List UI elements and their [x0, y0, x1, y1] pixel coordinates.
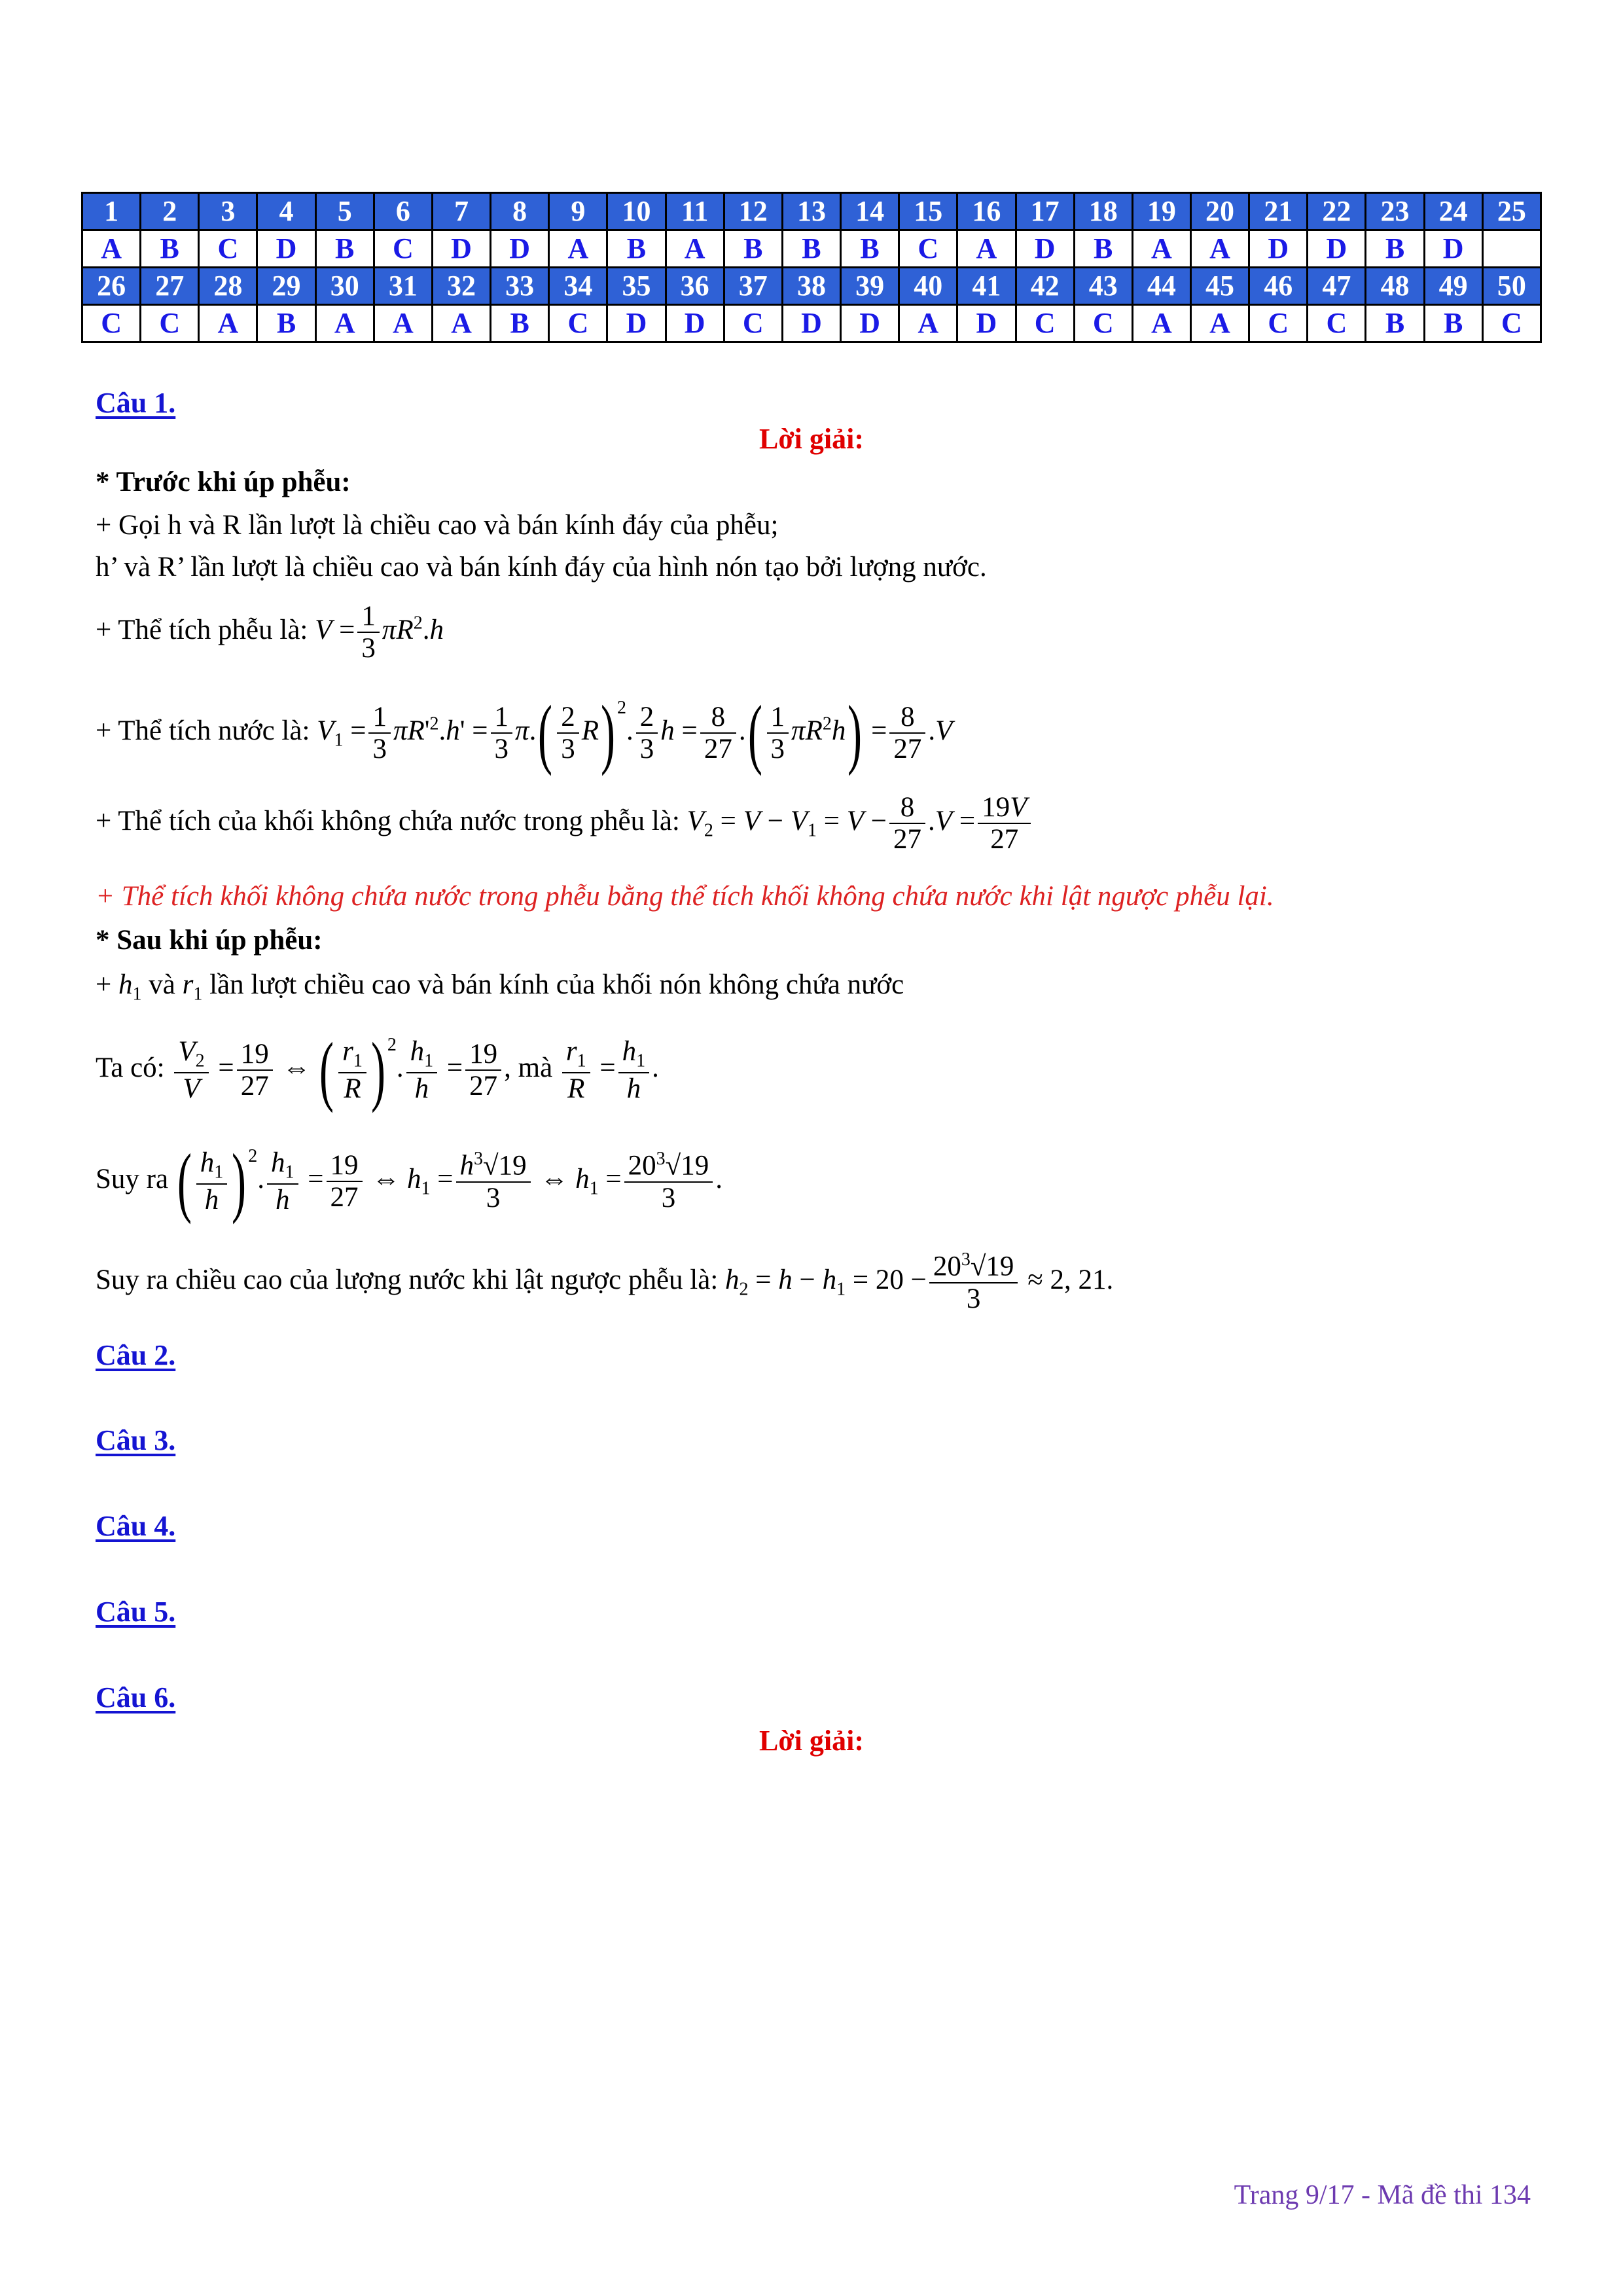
answer-cell: 42 [1016, 268, 1074, 305]
page-footer: Trang 9/17 - Mã đề thi 134 [1234, 2180, 1531, 2210]
answer-cell: 28 [199, 268, 257, 305]
funnel-volume-line [96, 601, 444, 664]
answer-cell: C [1074, 305, 1132, 342]
question-3-link[interactable]: Câu 3. [96, 1424, 176, 1456]
answer-cell: 13 [782, 193, 840, 230]
empty-volume-line [96, 792, 1033, 855]
answer-row-letters-1 [82, 230, 1541, 268]
before-heading: * Trước khi úp phễu: [96, 467, 351, 497]
answer-cell: A [666, 230, 724, 268]
answer-cell: B [141, 230, 199, 268]
answer-cell: D [841, 305, 899, 342]
answer-cell: B [782, 230, 840, 268]
ratio-mid-text: , mà [504, 1052, 553, 1083]
answer-cell: 12 [724, 193, 782, 230]
answer-cell: A [199, 305, 257, 342]
answer-cell: C [899, 230, 957, 268]
answer-cell: 18 [1074, 193, 1132, 230]
h1-r1-definition: + $h_1$ và $r_1$ lần lượt chiều cao và bán kính của khối nón không chứa nước [96, 969, 904, 1005]
answer-cell: 14 [841, 193, 899, 230]
result-line: Suy ra chiều cao của lượng nước khi lật ngược phễu là: $h_2 = h - h_1 = 20$ − $\frac{20^3√19}{3}$ ≈ 2, 21. [96, 1249, 1114, 1314]
answer-cell: 31 [374, 268, 432, 305]
empty-volume-formula: $V_2 = V - V_1 = V$ − $\frac{8}{27}$ .V = $\frac{19V}{27}$ [687, 806, 1034, 836]
answer-row-letters-2 [82, 305, 1541, 342]
h1-r1-text: lần lượt chiều cao và bán kính của khối nón không chứa nước [209, 969, 904, 1000]
answer-cell: C [549, 305, 607, 342]
line-define-h-r-prime: h’ và R’ lần lượt là chiều cao và bán kính đáy của hình nón tạo bởi lượng nước. [96, 552, 987, 583]
answer-cell: A [957, 230, 1016, 268]
answer-cell: 4 [257, 193, 315, 230]
answer-cell: 24 [1424, 193, 1482, 230]
answer-cell: 8 [491, 193, 549, 230]
water-volume-formula: $V_1$ = $\frac{1}{3}$ $\pi R'^2.h'$ = $\frac{1}{3}$ π.( $\frac{2}{3}$ R) $^2$. $\frac{2}{3}$ h = $\frac{8}{27}$ .( $\frac{1}{3}$ $\pi R^2h$) = $\frac{8}{27}$ .V [317, 689, 953, 776]
answer-cell: 35 [607, 268, 666, 305]
answer-cell: C [724, 305, 782, 342]
answer-cell: 44 [1132, 268, 1190, 305]
italic-note: + Thể tích khối không chứa nước trong phễu bằng thể tích khối không chứa nước khi lật ngược phễu lại. [96, 881, 1274, 912]
answer-cell: 9 [549, 193, 607, 230]
question-5-link[interactable]: Câu 5. [96, 1596, 176, 1628]
answer-cell: B [1366, 230, 1424, 268]
answer-cell: 26 [82, 268, 141, 305]
answer-cell: A [82, 230, 141, 268]
answer-cell: 33 [491, 268, 549, 305]
answer-cell: B [1366, 305, 1424, 342]
answer-cell: A [899, 305, 957, 342]
answer-cell: B [1074, 230, 1132, 268]
answer-cell: D [782, 305, 840, 342]
answer-cell: 15 [899, 193, 957, 230]
answer-cell: 2 [141, 193, 199, 230]
answer-cell: 37 [724, 268, 782, 305]
answer-cell: D [666, 305, 724, 342]
answer-cell: A [315, 305, 374, 342]
after-heading: * Sau khi úp phễu: [96, 925, 323, 956]
answer-cell: 10 [607, 193, 666, 230]
question-2-link[interactable]: Câu 2. [96, 1339, 176, 1371]
answer-cell: 22 [1308, 193, 1366, 230]
answer-cell: C [141, 305, 199, 342]
answer-cell: D [432, 230, 490, 268]
answer-cell: D [957, 305, 1016, 342]
answer-cell: B [315, 230, 374, 268]
answer-cell: 48 [1366, 268, 1424, 305]
answer-cell: 17 [1016, 193, 1074, 230]
result-value: 2, 21 [1050, 1264, 1107, 1295]
answer-cell: 43 [1074, 268, 1132, 305]
answer-cell: C [1308, 305, 1366, 342]
answer-cell: 36 [666, 268, 724, 305]
answer-cell: C [1482, 305, 1541, 342]
answer-cell [1482, 230, 1541, 268]
answer-cell: A [1132, 305, 1190, 342]
answer-cell: 1 [82, 193, 141, 230]
funnel-volume-formula: V = $\frac{1}{3}$ $\pi R^2.h$ [315, 601, 444, 664]
answer-cell: C [82, 305, 141, 342]
answer-cell: D [1308, 230, 1366, 268]
answer-cell: B [257, 305, 315, 342]
answer-cell: 21 [1249, 193, 1308, 230]
answer-cell: B [841, 230, 899, 268]
answer-cell: 11 [666, 193, 724, 230]
answer-cell: 29 [257, 268, 315, 305]
answer-cell: 6 [374, 193, 432, 230]
answer-cell: A [432, 305, 490, 342]
solution-label-2: Lời giải: [758, 1725, 865, 1757]
answer-cell: D [1249, 230, 1308, 268]
answer-cell: 47 [1308, 268, 1366, 305]
water-volume-label: + Thể tích nước là: [96, 715, 310, 746]
answer-cell: 30 [315, 268, 374, 305]
answer-cell: C [1016, 305, 1074, 342]
answer-cell: 39 [841, 268, 899, 305]
question-1-link[interactable]: Câu 1. [96, 387, 176, 419]
answer-cell: B [491, 305, 549, 342]
ratio-label: Ta có: [96, 1052, 165, 1083]
answer-cell: C [199, 230, 257, 268]
answer-cell: C [374, 230, 432, 268]
solution-label: Lời giải: [758, 423, 865, 455]
answer-cell: 45 [1190, 268, 1249, 305]
derive-label: Suy ra [96, 1163, 169, 1194]
answer-cell: 16 [957, 193, 1016, 230]
answer-cell: 7 [432, 193, 490, 230]
answer-cell: 41 [957, 268, 1016, 305]
question-6-link[interactable]: Câu 6. [96, 1681, 176, 1713]
question-4-link[interactable]: Câu 4. [96, 1510, 176, 1542]
answer-cell: A [549, 230, 607, 268]
answer-cell: 25 [1482, 193, 1541, 230]
funnel-volume-label: + Thể tích phễu là: [96, 615, 308, 646]
answer-cell: 50 [1482, 268, 1541, 305]
answer-cell: C [1249, 305, 1308, 342]
answer-cell: 34 [549, 268, 607, 305]
answer-cell: 20 [1190, 193, 1249, 230]
answer-cell: 27 [141, 268, 199, 305]
answer-cell: 49 [1424, 268, 1482, 305]
answer-cell: 3 [199, 193, 257, 230]
derive-line: Suy ra ( $\frac{h_1}{h}$ ) $^2$. $\frac{h_1}{h}$ = $\frac{19}{27}$ ⇔ $h_1$ = $\frac{h^3√19}{3}$ ⇔ $h_1$ = $\frac{20^3√19}{3}$ . [96, 1138, 723, 1225]
answer-row-numbers-2 [82, 268, 1541, 305]
answer-cell: B [607, 230, 666, 268]
answer-row-numbers-1 [82, 193, 1541, 230]
answer-cell: A [1190, 230, 1249, 268]
answer-cell: D [257, 230, 315, 268]
ratio-line: Ta có: $\frac{V_2}{V}$ = $\frac{19}{27}$ ⇔ ( $\frac{r_1}{R}$ ) $^2$. $\frac{h_1}{h}$ = $\frac{19}{27}$ , mà $\frac{r_1}{R}$ = $\frac{h_1}{h}$ . [96, 1026, 659, 1113]
answer-cell: 46 [1249, 268, 1308, 305]
answer-cell: 23 [1366, 193, 1424, 230]
answer-cell: 38 [782, 268, 840, 305]
answer-cell: 19 [1132, 193, 1190, 230]
answer-cell: D [491, 230, 549, 268]
answer-table [81, 192, 1542, 343]
line-define-h-r: + Gọi h và R lần lượt là chiều cao và bán kính đáy của phễu; [96, 510, 779, 541]
answer-cell: B [724, 230, 782, 268]
result-label: Suy ra chiều cao của lượng nước khi lật ngược phễu là: [96, 1264, 719, 1295]
answer-cell: 5 [315, 193, 374, 230]
answer-cell: A [1132, 230, 1190, 268]
answer-cell: D [1016, 230, 1074, 268]
empty-volume-label: + Thể tích của khối không chứa nước trong phễu là: [96, 806, 680, 837]
answer-cell: B [1424, 305, 1482, 342]
water-volume-line [96, 689, 953, 776]
answer-cell: 32 [432, 268, 490, 305]
answer-cell: A [1190, 305, 1249, 342]
answer-cell: D [1424, 230, 1482, 268]
answer-cell: D [607, 305, 666, 342]
answer-cell: A [374, 305, 432, 342]
answer-cell: 40 [899, 268, 957, 305]
